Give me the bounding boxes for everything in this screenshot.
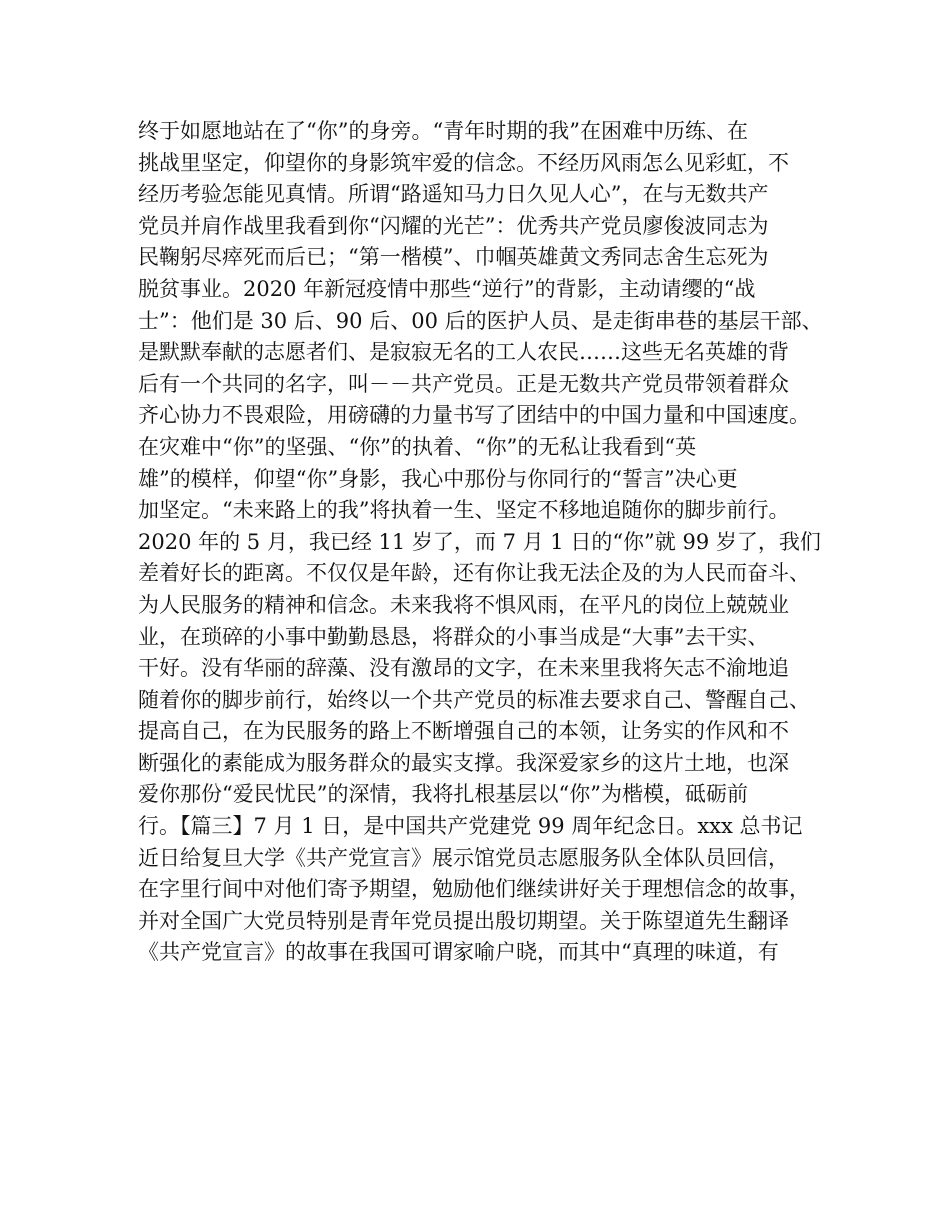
- text-line: 脱贫事业。2020 年新冠疫情中那些“逆行”的背影，主动请缨的“战: [138, 276, 756, 301]
- text-line: 为人民服务的精神和信念。未来我将不惧风雨，在平凡的岗位上兢兢业: [138, 592, 789, 617]
- text-line: 爱你那份“爱民忧民”的深情，我将扎根基层以“你”为楷模，砥砺前: [138, 782, 748, 807]
- text-line: 在灾难中“你”的坚强、“你”的执着、“你”的无私让我看到“英: [138, 434, 697, 459]
- text-line: 业，在琐碎的小事中勤勤恳恳，将群众的小事当成是“大事”去干实、: [138, 624, 769, 649]
- text-line: 行。【篇三】7 月 1 日，是中国共产党建党 99 周年纪念日。xxx 总书记: [138, 814, 803, 839]
- text-line: 士”：他们是 30 后、90 后、00 后的医护人员、是走街串巷的基层干部、: [138, 308, 823, 333]
- text-line: 挑战里坚定，仰望你的身影筑牢爱的信念。不经历风雨怎么见彩虹，不: [138, 150, 789, 175]
- text-line: 提高自己，在为民服务的路上不断增强自己的本领，让务实的作风和不: [138, 719, 789, 744]
- text-line: 加坚定。“未来路上的我”将执着一生、坚定不移地追随你的脚步前行。: [138, 498, 790, 523]
- text-line: 断强化的素能成为服务群众的最实支撑。我深爱家乡的这片土地，也深: [138, 750, 789, 775]
- text-line: 2020 年的 5 月，我已经 11 岁了，而 7 月 1 日的“你”就 99 岁了，我们: [138, 529, 821, 554]
- text-line: 在字里行间中对他们寄予期望，勉励他们继续讲好关于理想信念的故事，: [138, 877, 810, 902]
- text-line: 终于如愿地站在了“你”的身旁。“青年时期的我”在困难中历练、在: [138, 119, 748, 143]
- text-line: 并对全国广大党员特别是青年党员提出殷切期望。关于陈望道先生翻译: [138, 908, 789, 933]
- text-line: 经历考验怎能见真情。所谓“路遥知马力日久见人心”，在与无数共产: [138, 182, 769, 207]
- text-line: 差着好长的距离。不仅仅是年龄，还有你让我无法企及的为人民而奋斗、: [138, 561, 810, 586]
- body-text: [138, 116, 828, 969]
- text-line: 干好。没有华丽的辞藻、没有激昂的文字，在未来里我将矢志不渝地追: [138, 656, 789, 681]
- text-line: 民鞠躬尽瘁死而后已；“第一楷模”、巾帼英雄黄文秀同志舍生忘死为: [138, 245, 769, 270]
- text-line: 党员并肩作战里我看到你“闪耀的光芒”：优秀共产党员廖俊波同志为: [138, 213, 769, 238]
- text-line: 《共产党宣言》的故事在我国可谓家喻户晓，而其中“真理的味道，有: [138, 940, 779, 965]
- text-line: 随着你的脚步前行，始终以一个共产党员的标准去要求自己、警醒自己、: [138, 687, 810, 712]
- text-line: 齐心协力不畏艰险，用磅礴的力量书写了团结中的中国力量和中国速度。: [138, 403, 810, 428]
- text-line: 近日给复旦大学《共产党宣言》展示馆党员志愿服务队全体队员回信，: [138, 845, 789, 870]
- text-line: 是默默奉献的志愿者们、是寂寂无名的工人农民……这些无名英雄的背: [138, 340, 789, 365]
- text-line: 雄”的模样，仰望“你”身影，我心中那份与你同行的“誓言”决心更: [138, 466, 738, 491]
- text-line: 后有一个共同的名字，叫－－共产党员。正是无数共产党员带领着群众: [138, 371, 789, 396]
